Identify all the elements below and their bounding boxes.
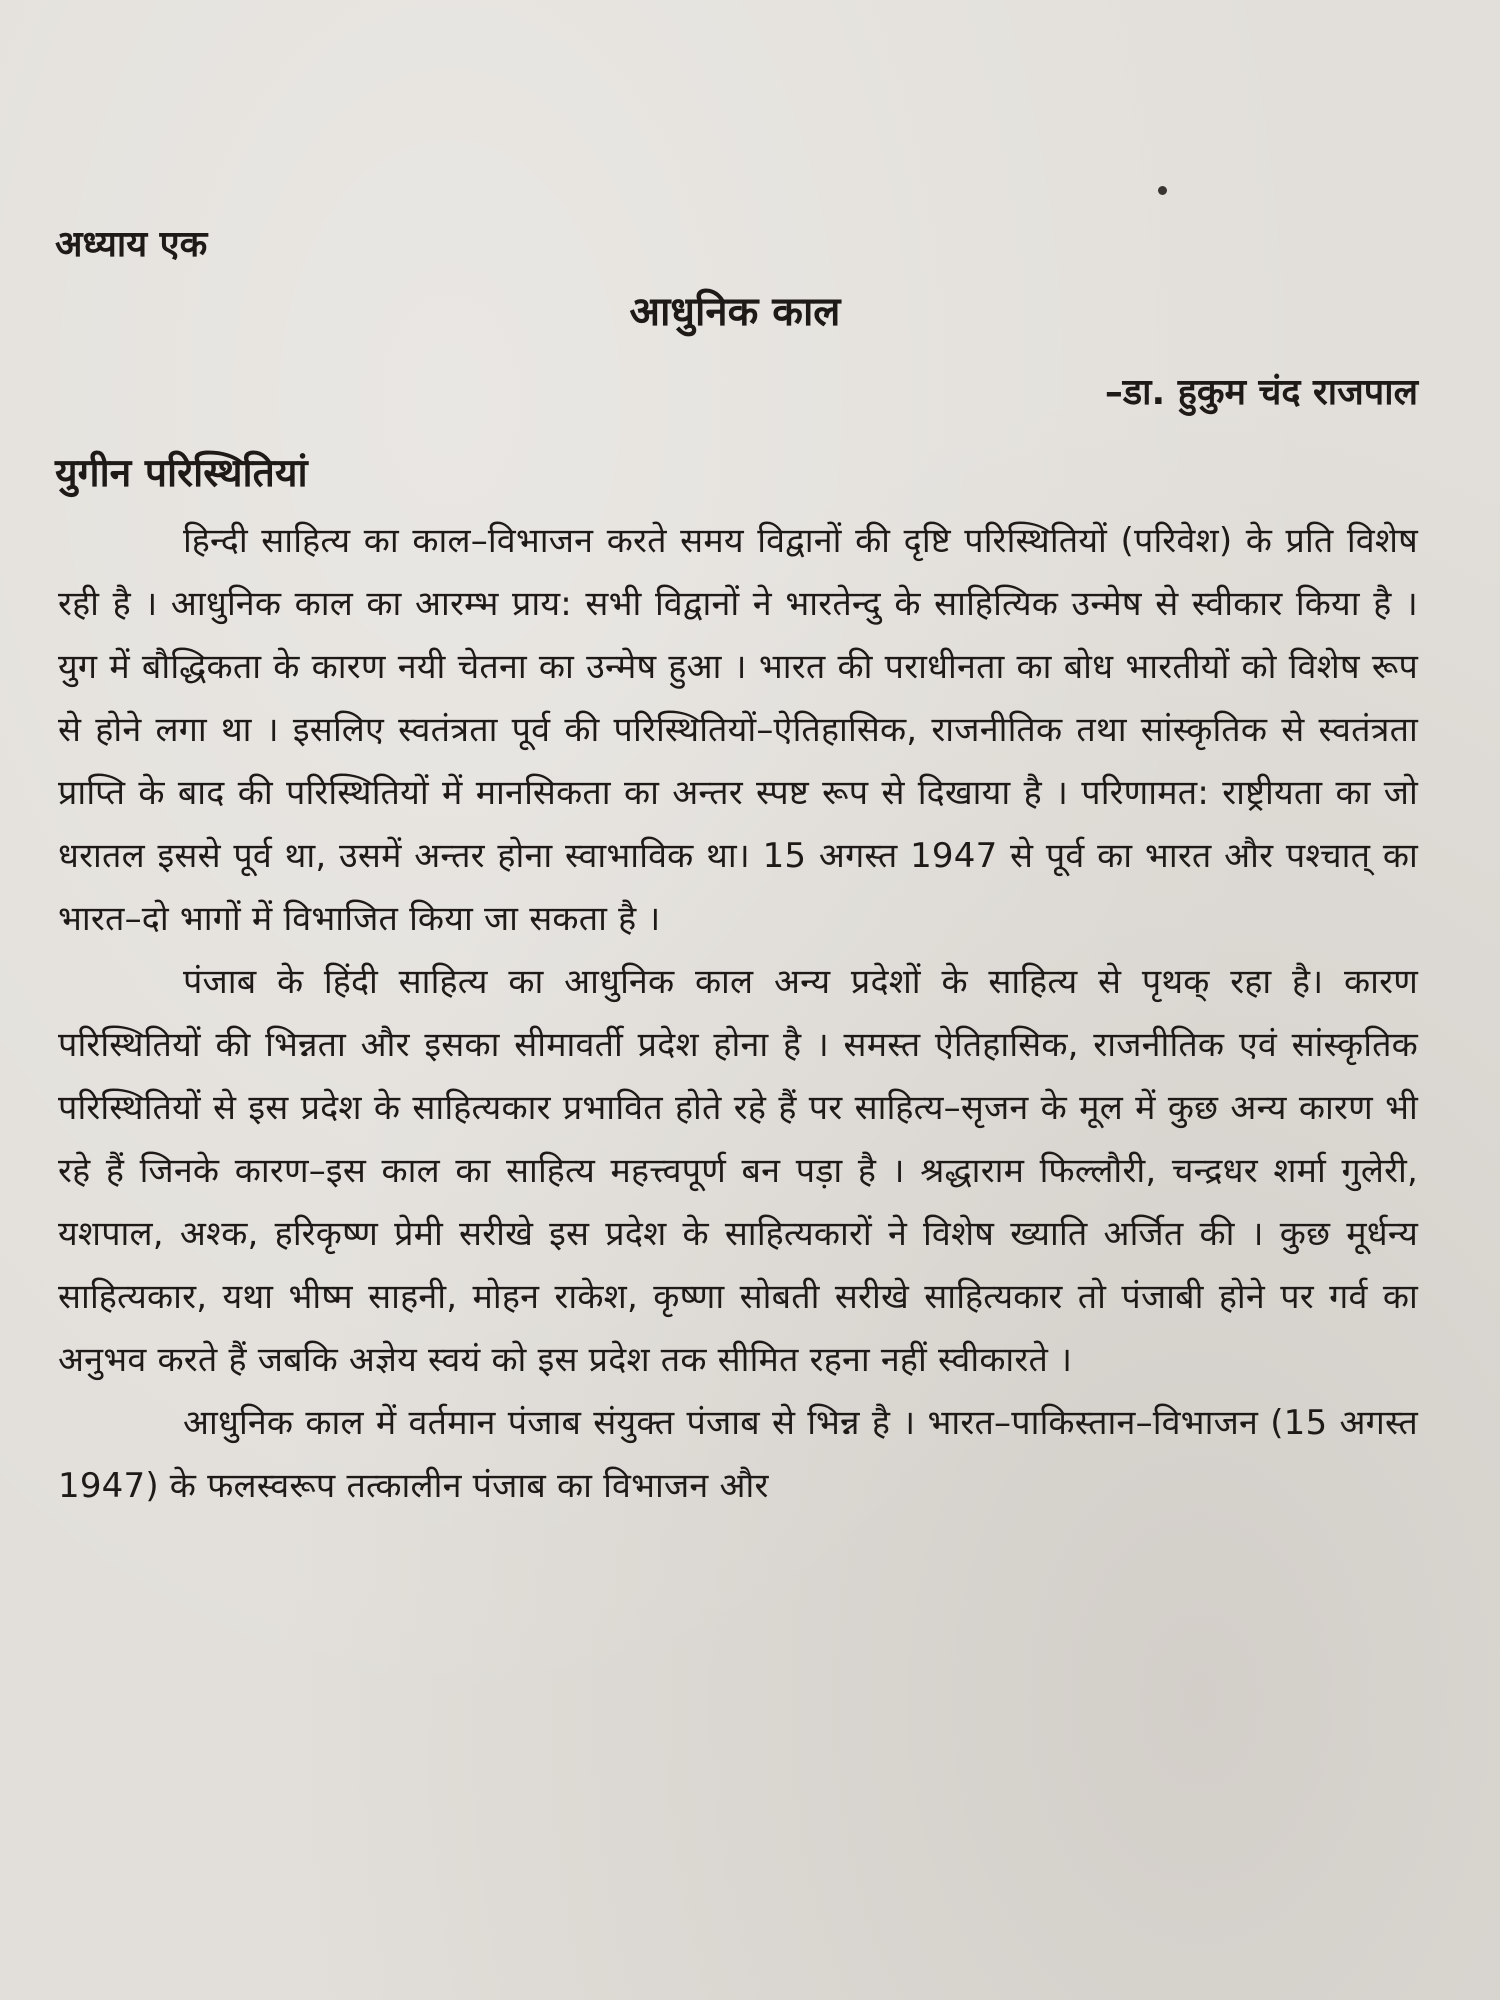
chapter-label: अध्याय एक	[55, 224, 208, 265]
paragraph-3: आधुनिक काल में वर्तमान पंजाब संयुक्त पंजाब से भिन्न है । भारत–पाकिस्तान–विभाजन (15 अगस्त 1947) के फलस्वरूप तत्कालीन पंजाब का विभाजन और	[58, 1403, 1418, 1506]
section-heading: युगीन परिस्थितियां	[55, 451, 308, 496]
show-through-top	[40, 0, 1470, 300]
show-through-bottom	[40, 1850, 1470, 2000]
paragraph-2: पंजाब के हिंदी साहित्य का आधुनिक काल अन्य प्रदेशों के साहित्य से पृथक् रहा है। कारण परिस्थितियों की भिन्नता और इसका सीमावर्ती प्रदेश होना है । समस्त ऐतिहासिक, राजनीतिक एवं सांस्कृतिक परिस्थितियों से इस प्रदेश के साहित्यकार प्रभावित होते रहे हैं पर साहित्य–सृजन के मूल में कुछ अन्य कारण भी रहे हैं जिनके कारण–इस काल का साहित्य महत्त्वपूर्ण बन पड़ा है । श्रद्धाराम फिल्लौरी, चन्द्रधर शर्मा गुलेरी, यशपाल, अश्क, हरिकृष्ण प्रेमी सरीखे इस प्रदेश के साहित्यकारों ने विशेष ख्याति अर्जित की । कुछ मूर्धन्य साहित्यकार, यथा भीष्म साहनी, मोहन राकेश, कृष्णा सोबती सरीखे साहित्यकार तो पंजाबी होने पर गर्व का अनुभव करते हैं जबकि अज्ञेय स्वयं को इस प्रदेश तक सीमित रहना नहीं स्वीकारते ।	[58, 962, 1418, 1380]
body-text	[58, 510, 1418, 1518]
author-byline: –डा. हुकुम चंद राजपाल	[1104, 372, 1418, 413]
ink-speck	[1158, 186, 1167, 195]
paragraph-1: हिन्दी साहित्य का काल–विभाजन करते समय विद्वानों की दृष्टि परिस्थितियों (परिवेश) के प्रति विशेष रही है । आधुनिक काल का आरम्भ प्राय: सभी विद्वानों ने भारतेन्दु के साहित्यिक उन्मेष से स्वीकार किया है । युग में बौद्धिकता के कारण नयी चेतना का उन्मेष हुआ । भारत की पराधीनता का बोध भारतीयों को विशेष रूप से होने लगा था । इसलिए स्वतंत्रता पूर्व की परिस्थितियों–ऐतिहासिक, राजनीतिक तथा सांस्कृतिक से स्वतंत्रता प्राप्ति के बाद की परिस्थितियों में मानसिकता का अन्तर स्पष्ट रूप से दिखाया है । परिणामत: राष्ट्रीयता का जो धरातल इससे पूर्व था, उसमें अन्तर होना स्वाभाविक था। 15 अगस्त 1947 से पूर्व का भारत और पश्चात् का भारत–दो भागों में विभाजित किया जा सकता है ।	[58, 521, 1418, 939]
page-title: आधुनिक काल	[629, 289, 841, 335]
